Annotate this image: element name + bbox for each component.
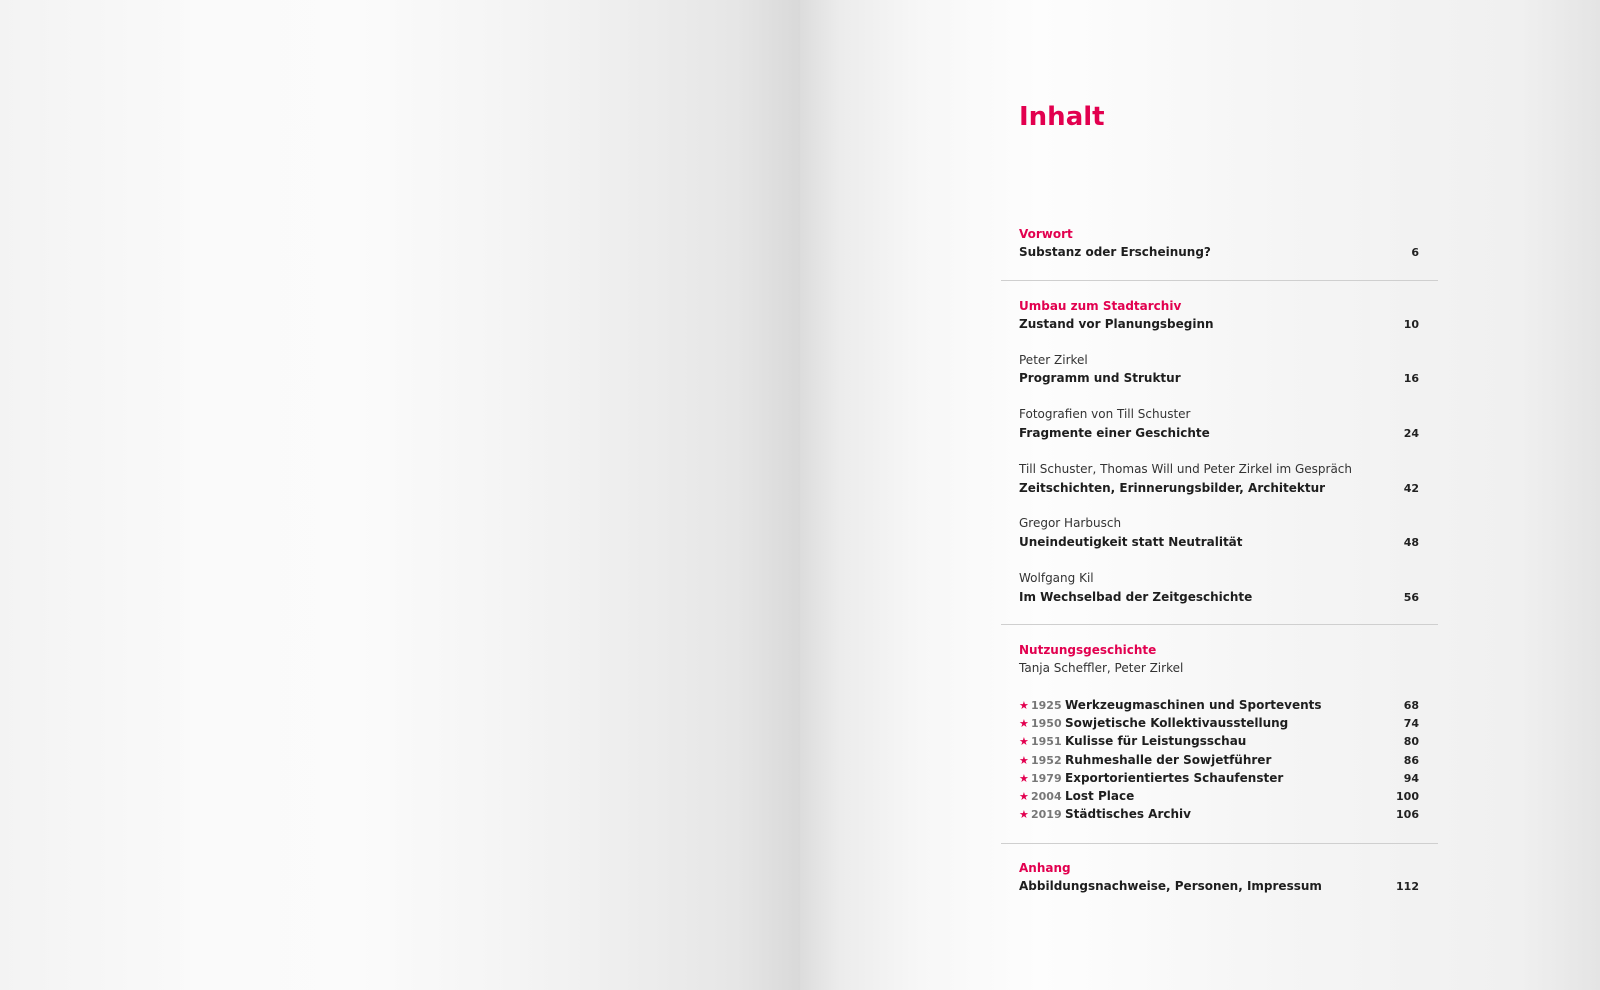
toc-entry-author: Gregor Harbusch xyxy=(1019,516,1122,530)
toc-page-number: 100 xyxy=(1396,790,1419,803)
star-icon: ★ xyxy=(1019,808,1029,822)
divider xyxy=(1001,843,1438,844)
section-umbau: Umbau zum Stadtarchiv xyxy=(1019,299,1182,313)
toc-entry-title: Ruhmeshalle der Sowjetführer xyxy=(1065,752,1272,767)
toc-entry-title: Programm und Struktur xyxy=(1019,371,1181,385)
timeline-year: 1950 xyxy=(1031,717,1062,731)
toc-entry-author: Peter Zirkel xyxy=(1019,353,1088,367)
toc-entry-title: Fragmente einer Geschichte xyxy=(1019,426,1210,440)
star-icon: ★ xyxy=(1019,735,1029,749)
timeline-year: 2004 xyxy=(1031,790,1062,803)
toc-page-number: 42 xyxy=(1403,482,1419,495)
star-icon: ★ xyxy=(1019,790,1029,803)
toc-entry-title: Werkzeugmaschinen und Sportevents xyxy=(1065,698,1322,712)
toc-entry-title: Exportorientiertes Schaufenster xyxy=(1065,770,1284,785)
toc-entry-title: Sowjetische Kollektivausstellung xyxy=(1065,716,1289,731)
timeline-year: 1952 xyxy=(1031,753,1062,767)
toc-page-number: 112 xyxy=(1396,880,1419,893)
section-author: Tanja Scheffler, Peter Zirkel xyxy=(1019,661,1184,675)
section-vorwort: Vorwort xyxy=(1019,227,1073,241)
toc-page-number: 86 xyxy=(1403,753,1419,767)
toc-entry-author: Till Schuster, Thomas Will und Peter Zirkel im Gespräch xyxy=(1019,462,1352,476)
section-anhang: Anhang xyxy=(1019,861,1071,875)
divider xyxy=(1001,624,1438,625)
star-icon: ★ xyxy=(1019,699,1029,712)
toc-entry-title: Zustand vor Planungsbeginn xyxy=(1019,317,1214,331)
toc-entry-title: Kulisse für Leistungsschau xyxy=(1065,734,1247,749)
timeline-year: 2019 xyxy=(1031,808,1062,822)
toc-page-number: 6 xyxy=(1411,246,1419,259)
toc-page-number: 80 xyxy=(1403,735,1419,749)
toc-page-number: 106 xyxy=(1396,808,1419,822)
toc-entry-author: Fotografien von Till Schuster xyxy=(1019,407,1191,421)
right-page xyxy=(800,0,1600,990)
toc-page-number: 56 xyxy=(1403,591,1419,604)
toc-page-number: 68 xyxy=(1403,699,1419,712)
section-nutzung: Nutzungsgeschichte xyxy=(1019,643,1157,657)
star-icon: ★ xyxy=(1019,753,1029,767)
timeline-year: 1951 xyxy=(1031,735,1062,749)
toc-page-number: 74 xyxy=(1403,717,1419,731)
toc-entry-title: Substanz oder Erscheinung? xyxy=(1019,245,1211,259)
toc-page-number: 48 xyxy=(1403,536,1419,549)
page-title: Inhalt xyxy=(1019,102,1105,132)
star-icon: ★ xyxy=(1019,771,1029,785)
toc-entry-author: Wolfgang Kil xyxy=(1019,571,1094,585)
divider xyxy=(1001,280,1438,281)
toc-entry-title: Abbildungsnachweise, Personen, Impressum xyxy=(1019,879,1322,893)
toc-page-number: 16 xyxy=(1403,372,1419,385)
timeline-year: 1925 xyxy=(1031,699,1062,712)
toc-entry-title: Städtisches Archiv xyxy=(1065,807,1191,822)
toc-entry-title: Lost Place xyxy=(1065,789,1135,803)
star-icon: ★ xyxy=(1019,717,1029,731)
toc-page-number: 24 xyxy=(1403,427,1419,440)
toc-page-number: 10 xyxy=(1403,318,1419,331)
toc-entry-title: Im Wechselbad der Zeitgeschichte xyxy=(1019,590,1253,604)
timeline-year: 1979 xyxy=(1031,771,1062,785)
toc-entry-title: Uneindeutigkeit statt Neutralität xyxy=(1019,535,1243,549)
toc-entry-title: Zeitschichten, Erinnerungsbilder, Architektur xyxy=(1019,481,1326,495)
toc-page-number: 94 xyxy=(1403,771,1419,785)
